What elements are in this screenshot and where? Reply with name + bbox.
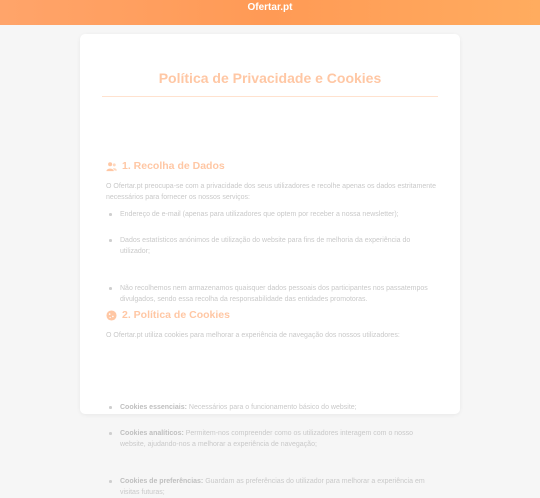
users-icon	[106, 161, 117, 172]
cookie-type-desc: Necessários para o funcionamento básico do website;	[188, 404, 357, 411]
section-intro: O Ofertar.pt preocupa-se com a privacidade dos seus utilizadores e recolhe apenas os dados estritamente necessários para fornecer os nossos serviços:	[106, 183, 436, 201]
list-item: Não recolhemos nem armazenamos quaisquer dados pessoais dos participantes nos passatempos divulgados, sendo essa recolha da responsabilidade das entidades promotoras.	[106, 283, 436, 305]
list-item: Dados estatísticos anónimos de utilização do website para fins de melhoria da experiência do utilizador;	[106, 235, 436, 257]
section-heading-label: 1. Recolha de Dados	[122, 160, 225, 172]
section-intro: O Ofertar.pt utiliza cookies para melhorar a experiência de navegação dos nossos utilizadores:	[106, 332, 400, 339]
page-title: Política de Privacidade e Cookies	[158, 70, 382, 86]
content-card	[80, 34, 460, 496]
site-logo[interactable]: Ofertar.pt	[247, 2, 293, 13]
cookie-type-desc: Permitem-nos compreender como os utilizadores interagem com o nosso website, ajudando-nos a melhorar a experiência de navegação;	[120, 430, 413, 448]
section-heading-label: 2. Política de Cookies	[122, 309, 230, 321]
cookie-type-desc: Guardam as preferências do utilizador para melhorar a experiência em visitas futuras;	[120, 478, 425, 496]
site-header	[0, 0, 540, 25]
cookie-icon	[106, 310, 117, 321]
list-item	[106, 476, 436, 498]
cookie-type-term: Cookies de preferências:	[120, 478, 204, 485]
cookie-type-term: Cookies analíticos:	[120, 430, 184, 437]
cookie-type-term: Cookies essenciais:	[120, 404, 187, 411]
section-heading-data-collection	[106, 160, 225, 172]
list-item	[106, 402, 436, 413]
title-divider	[102, 96, 438, 97]
list-item	[106, 428, 436, 450]
section-heading-cookies	[106, 309, 230, 321]
list-item: Endereço de e-mail (apenas para utilizadores que optem por receber a nossa newsletter);	[106, 209, 436, 220]
